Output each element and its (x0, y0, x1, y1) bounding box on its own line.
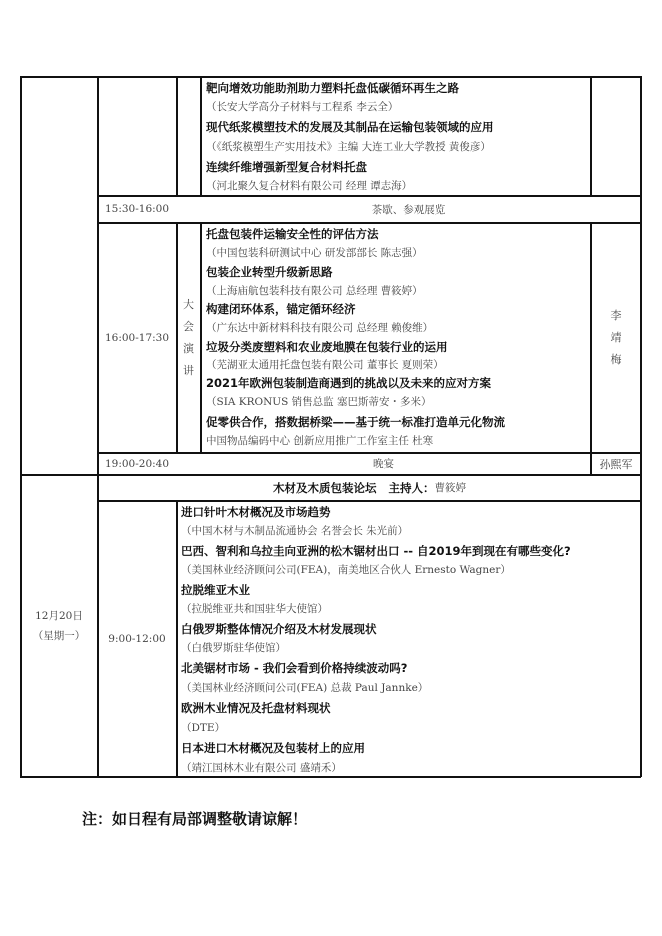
talk-title: 包装企业转型升级新思路 (206, 265, 333, 279)
session-type (177, 223, 200, 452)
dinner-activity: 晚宴 (373, 458, 394, 470)
talk-speaker: （河北聚久复合材料有限公司 经理 谭志海） (206, 180, 413, 192)
host-char: 靖 (610, 330, 622, 344)
talk-speaker: （美国林业经济顾问公司(FEA)，南美地区合伙人 Ernesto Wagner） (181, 564, 511, 576)
border-top (20, 76, 641, 78)
session-type-char: 大 (183, 297, 194, 311)
talk-speaker: （长安大学高分子材料与工程系 李云全） (206, 101, 399, 113)
session-type-char: 讲 (183, 363, 194, 377)
talk-title: 白俄罗斯整体情况介绍及木材发展现状 (181, 622, 377, 636)
divider (200, 76, 202, 196)
dinner-time: 19:00-20:40 (104, 457, 170, 470)
talk-title: 日本进口木材概况及包装材上的应用 (181, 741, 365, 755)
talk-speaker: （美国林业经济顾问公司(FEA) 总裁 Paul Jannke） (181, 682, 429, 694)
talk-speaker: （SIA KRONUS 销售总监 塞巴斯蒂安・多米） (206, 396, 432, 408)
talk-speaker: （白俄罗斯驻华使馆） (181, 642, 286, 654)
talk-speaker: （《纸浆模塑生产实用技术》主编 大连工业大学教授 黄俊彦） (206, 141, 491, 153)
talk-title: 2021年欧洲包装制造商遇到的挑战以及未来的应对方案 (206, 376, 492, 390)
session-time: 16:00-17:30 (104, 331, 170, 344)
session-host (591, 223, 641, 452)
session-type-char: 演 (183, 341, 194, 355)
talk-title: 巴西、智利和乌拉圭向亚洲的松木锯材出口 -- 自2019年到现在有哪些变化? (181, 544, 571, 558)
talk-title: 构建闭环体系，锚定循环经济 (206, 302, 356, 316)
forum-host-name: 曹筱婷 (434, 482, 466, 494)
host-char: 李 (610, 308, 622, 322)
day2-date (21, 475, 97, 777)
break-activity: 茶歇、参观展览 (371, 203, 446, 216)
talk-speaker: （中国木材与木制品流通协会 名誉会长 朱光前） (181, 525, 409, 537)
divider (176, 76, 178, 196)
talk-title: 现代纸浆模塑技术的发展及其制品在运输包装领域的应用 (206, 120, 494, 134)
talk-title: 拉脱维亚木业 (181, 583, 250, 597)
talk-speaker: （中国包装科研测试中心 研发部部长 陈志强） (206, 247, 423, 259)
forum-title: 木材及木质包装论坛 (273, 480, 377, 495)
talk-speaker: （芜湖亚太通用托盘包装有限公司 董事长 夏则荣） (206, 359, 444, 371)
date-label: 12月20日 (35, 610, 83, 622)
divider (590, 76, 592, 196)
divider (176, 500, 178, 777)
talk-speaker: （DTE） (181, 722, 226, 734)
talk-title: 促零供合作，搭数据桥梁——基于统一标准打造单元化物流 (206, 415, 505, 429)
talk-speaker: （广东达中新材料科技有限公司 总经理 赖俊维） (206, 322, 434, 334)
talk-speaker: 中国物品编码中心 创新应用推广工作室主任 杜寒 (206, 435, 434, 447)
forum-time: 9:00-12:00 (108, 633, 166, 645)
talk-title: 欧洲木业情况及托盘材料现状 (181, 701, 331, 715)
weekday-label: （星期一） (32, 630, 86, 642)
footnote: 注：如日程有局部调整敬请谅解！ (82, 810, 308, 828)
talk-speaker: （靖江国林木业有限公司 盛靖禾） (181, 762, 342, 774)
host-char: 梅 (610, 352, 622, 366)
divider (200, 222, 202, 453)
forum-host-label: 主持人： (388, 480, 435, 495)
talk-title: 垃圾分类废塑料和农业废地膜在包装行业的运用 (206, 340, 448, 354)
break-time: 15:30-16:00 (104, 203, 170, 215)
talk-title: 北美锯材市场 - 我们会看到价格持续波动吗? (181, 661, 408, 675)
talk-title: 连续纤维增强新型复合材料托盘 (206, 160, 367, 174)
divider (97, 500, 641, 502)
talk-speaker: （拉脱维亚共和国驻华大使馆） (181, 603, 328, 615)
talk-title: 托盘包装件运输安全性的评估方法 (206, 227, 379, 241)
forum-header (98, 475, 641, 500)
session-type-char: 会 (183, 319, 194, 333)
talk-title: 进口针叶木材概况及市场趋势 (181, 505, 331, 519)
talk-title: 靶向增效功能助剂助力塑料托盘低碳循环再生之路 (206, 81, 459, 95)
dinner-host: 孙熙军 (599, 457, 633, 471)
talk-speaker: （上海庙航包装科技有限公司 总经理 曹筱婷） (206, 285, 423, 297)
